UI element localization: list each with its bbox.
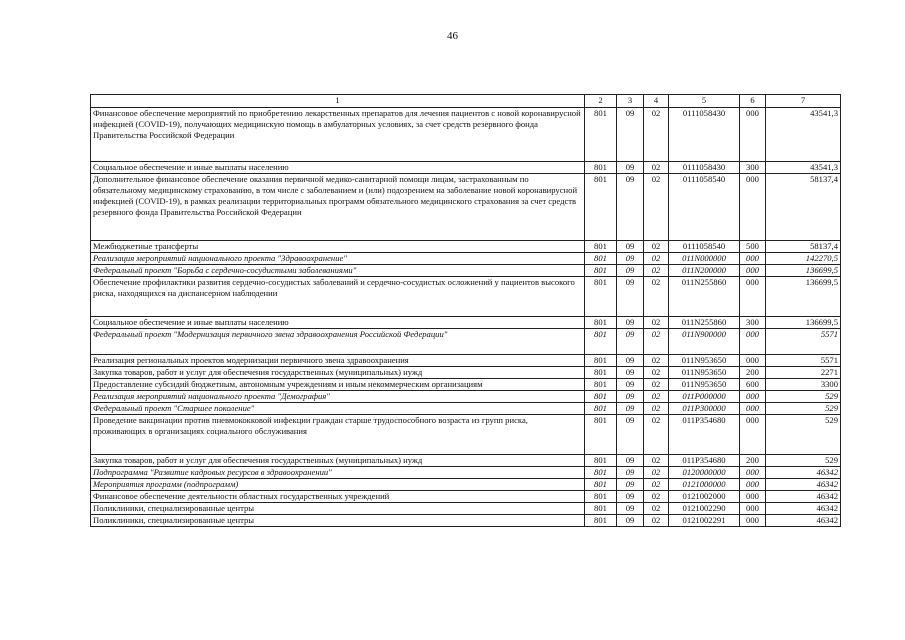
table-row [91,108,841,162]
row-name-cell: Мероприятия программ (подпрограмм) [91,479,585,491]
row-name-cell: Реализация мероприятий национального проекта "Демография" [91,391,585,403]
subsection-cell: 02 [644,479,669,491]
expense-type-cell: 000 [740,174,766,241]
amount-cell: 46342 [766,467,841,479]
section-cell: 09 [617,241,644,253]
expense-type-cell: 300 [740,317,766,329]
section-cell: 09 [617,379,644,391]
amount-cell: 136699,5 [766,317,841,329]
section-cell: 09 [617,415,644,455]
row-name-cell: Федеральный проект "Модернизация первичного звена здравоохранения Российской Федерации" [91,329,585,355]
amount-cell: 5571 [766,355,841,367]
row-name-cell: Межбюджетные трансферты [91,241,585,253]
table-row [91,479,841,491]
section-cell: 09 [617,391,644,403]
section-cell: 09 [617,174,644,241]
budget-table [90,94,841,527]
row-name-cell: Реализация региональных проектов модернизации первичного звена здравоохранения [91,355,585,367]
header-cell: 7 [766,95,841,108]
target-article-cell: 0111058540 [669,241,740,253]
subsection-cell: 02 [644,329,669,355]
target-article-cell: 0121002290 [669,503,740,515]
expense-type-cell: 000 [740,355,766,367]
code-cell: 801 [585,317,617,329]
amount-cell: 46342 [766,479,841,491]
expense-type-cell: 200 [740,455,766,467]
subsection-cell: 02 [644,241,669,253]
section-cell: 09 [617,515,644,527]
code-cell: 801 [585,355,617,367]
target-article-cell: 011P000000 [669,391,740,403]
subsection-cell: 02 [644,503,669,515]
subsection-cell: 02 [644,403,669,415]
target-article-cell: 0121002000 [669,491,740,503]
subsection-cell: 02 [644,277,669,317]
code-cell: 801 [585,162,617,174]
code-cell: 801 [585,108,617,162]
code-cell: 801 [585,367,617,379]
table-row [91,367,841,379]
table-row [91,491,841,503]
code-cell: 801 [585,391,617,403]
subsection-cell: 02 [644,174,669,241]
amount-cell: 46342 [766,503,841,515]
expense-type-cell: 300 [740,162,766,174]
row-name-cell: Финансовое обеспечение мероприятий по приобретению лекарственных препаратов для лечения пациентов с новой коронавирусной инфекцией (COVID-19), получающих медицинскую помощь в амбулаторных условиях, за счет средств резервного фонда Правительства Российской Федерации [91,108,585,162]
row-name-cell: Предоставление субсидий бюджетным, автономным учреждениям и иным некоммерческим организациям [91,379,585,391]
target-article-cell: 011N953650 [669,367,740,379]
section-cell: 09 [617,265,644,277]
amount-cell: 46342 [766,491,841,503]
table-row [91,329,841,355]
section-cell: 09 [617,467,644,479]
target-article-cell: 0121002291 [669,515,740,527]
header-cell: 5 [669,95,740,108]
section-cell: 09 [617,455,644,467]
code-cell: 801 [585,403,617,415]
table-row [91,515,841,527]
subsection-cell: 02 [644,317,669,329]
expense-type-cell: 000 [740,391,766,403]
section-cell: 09 [617,108,644,162]
expense-type-cell: 000 [740,479,766,491]
section-cell: 09 [617,479,644,491]
expense-type-cell: 000 [740,415,766,455]
table-row [91,467,841,479]
target-article-cell: 011N255860 [669,317,740,329]
target-article-cell: 0111058430 [669,162,740,174]
subsection-cell: 02 [644,455,669,467]
code-cell: 801 [585,479,617,491]
code-cell: 801 [585,515,617,527]
section-cell: 09 [617,329,644,355]
expense-type-cell: 000 [740,491,766,503]
section-cell: 09 [617,367,644,379]
table-row [91,253,841,265]
target-article-cell: 011N900000 [669,329,740,355]
amount-cell: 3300 [766,379,841,391]
row-name-cell: Поликлиники, специализированные центры [91,503,585,515]
table-row [91,403,841,415]
subsection-cell: 02 [644,108,669,162]
code-cell: 801 [585,415,617,455]
section-cell: 09 [617,403,644,415]
row-name-cell: Поликлиники, специализированные центры [91,515,585,527]
table-row [91,455,841,467]
table-row [91,174,841,241]
amount-cell: 529 [766,415,841,455]
amount-cell: 136699,5 [766,277,841,317]
expense-type-cell: 000 [740,515,766,527]
section-cell: 09 [617,277,644,317]
table-row [91,503,841,515]
amount-cell: 5571 [766,329,841,355]
row-name-cell: Федеральный проект "Борьба с сердечно-сосудистыми заболеваниями" [91,265,585,277]
header-cell: 6 [740,95,766,108]
expense-type-cell: 000 [740,277,766,317]
section-cell: 09 [617,503,644,515]
amount-cell: 529 [766,403,841,415]
subsection-cell: 02 [644,162,669,174]
amount-cell: 58137,4 [766,241,841,253]
row-name-cell: Социальное обеспечение и иные выплаты населению [91,317,585,329]
expense-type-cell: 000 [740,108,766,162]
row-name-cell: Реализация мероприятий национального проекта "Здравоохранение" [91,253,585,265]
section-cell: 09 [617,355,644,367]
row-name-cell: Федеральный проект "Старшее поколение" [91,403,585,415]
target-article-cell: 011N953650 [669,379,740,391]
code-cell: 801 [585,265,617,277]
subsection-cell: 02 [644,391,669,403]
row-name-cell: Обеспечение профилактики развития сердечно-сосудистых заболеваний и сердечно-сосудистых осложнений у пациентов высокого риска, находящихся на диспансерном наблюдении [91,277,585,317]
expense-type-cell: 000 [740,503,766,515]
code-cell: 801 [585,455,617,467]
target-article-cell: 0121000000 [669,479,740,491]
expense-type-cell: 000 [740,265,766,277]
subsection-cell: 02 [644,355,669,367]
code-cell: 801 [585,329,617,355]
expense-type-cell: 000 [740,329,766,355]
expense-type-cell: 500 [740,241,766,253]
amount-cell: 529 [766,391,841,403]
table-row [91,265,841,277]
subsection-cell: 02 [644,491,669,503]
expense-type-cell: 200 [740,367,766,379]
amount-cell: 43541,3 [766,108,841,162]
amount-cell: 142270,5 [766,253,841,265]
table-row [91,379,841,391]
code-cell: 801 [585,467,617,479]
expense-type-cell: 000 [740,253,766,265]
row-name-cell: Проведение вакцинации против пневмококковой инфекции граждан старше трудоспособного возраста из групп риска, проживающих в организациях социального обслуживания [91,415,585,455]
target-article-cell: 011N200000 [669,265,740,277]
target-article-cell: 011P354680 [669,415,740,455]
code-cell: 801 [585,174,617,241]
table-row [91,317,841,329]
code-cell: 801 [585,253,617,265]
section-cell: 09 [617,317,644,329]
expense-type-cell: 000 [740,403,766,415]
table-row [91,391,841,403]
section-cell: 09 [617,253,644,265]
target-article-cell: 0120000000 [669,467,740,479]
table-row [91,277,841,317]
row-name-cell: Дополнительное финансовое обеспечение оказания первичной медико-санитарной помощи лицам, застрахованным по обязательному медицинскому страхованию, в том числе с заболеванием и (или) подозрением на заболевание новой коронавирусной инфекцией (COVID-19), в рамках реализации территориальных программ обязательного медицинского страхования за счет средств резервного фонда Правительства Российской Федерации [91,174,585,241]
header-cell: 2 [585,95,617,108]
subsection-cell: 02 [644,415,669,455]
subsection-cell: 02 [644,467,669,479]
row-name-cell: Закупка товаров, работ и услуг для обеспечения государственных (муниципальных) нужд [91,455,585,467]
table-row [91,355,841,367]
header-cell: 3 [617,95,644,108]
target-article-cell: 011N953650 [669,355,740,367]
expense-type-cell: 000 [740,467,766,479]
subsection-cell: 02 [644,253,669,265]
code-cell: 801 [585,503,617,515]
header-row [91,95,841,108]
code-cell: 801 [585,241,617,253]
subsection-cell: 02 [644,265,669,277]
header-cell: 1 [91,95,585,108]
row-name-cell: Закупка товаров, работ и услуг для обеспечения государственных (муниципальных) нужд [91,367,585,379]
code-cell: 801 [585,379,617,391]
amount-cell: 58137,4 [766,174,841,241]
code-cell: 801 [585,491,617,503]
page-number: 46 [447,30,458,42]
section-cell: 09 [617,162,644,174]
section-cell: 09 [617,491,644,503]
row-name-cell: Подпрограмма "Развитие кадровых ресурсов в здравоохранении" [91,467,585,479]
target-article-cell: 011P300000 [669,403,740,415]
header-cell: 4 [644,95,669,108]
table-row [91,241,841,253]
target-article-cell: 0111058430 [669,108,740,162]
target-article-cell: 011N255860 [669,277,740,317]
row-name-cell: Социальное обеспечение и иные выплаты населению [91,162,585,174]
table-row [91,162,841,174]
amount-cell: 43541,3 [766,162,841,174]
amount-cell: 136699,5 [766,265,841,277]
subsection-cell: 02 [644,367,669,379]
amount-cell: 529 [766,455,841,467]
amount-cell: 46342 [766,515,841,527]
subsection-cell: 02 [644,379,669,391]
amount-cell: 2271 [766,367,841,379]
target-article-cell: 011P354680 [669,455,740,467]
expense-type-cell: 600 [740,379,766,391]
table-row [91,415,841,455]
subsection-cell: 02 [644,515,669,527]
row-name-cell: Финансовое обеспечение деятельности областных государственных учреждений [91,491,585,503]
code-cell: 801 [585,277,617,317]
target-article-cell: 0111058540 [669,174,740,241]
target-article-cell: 011N000000 [669,253,740,265]
